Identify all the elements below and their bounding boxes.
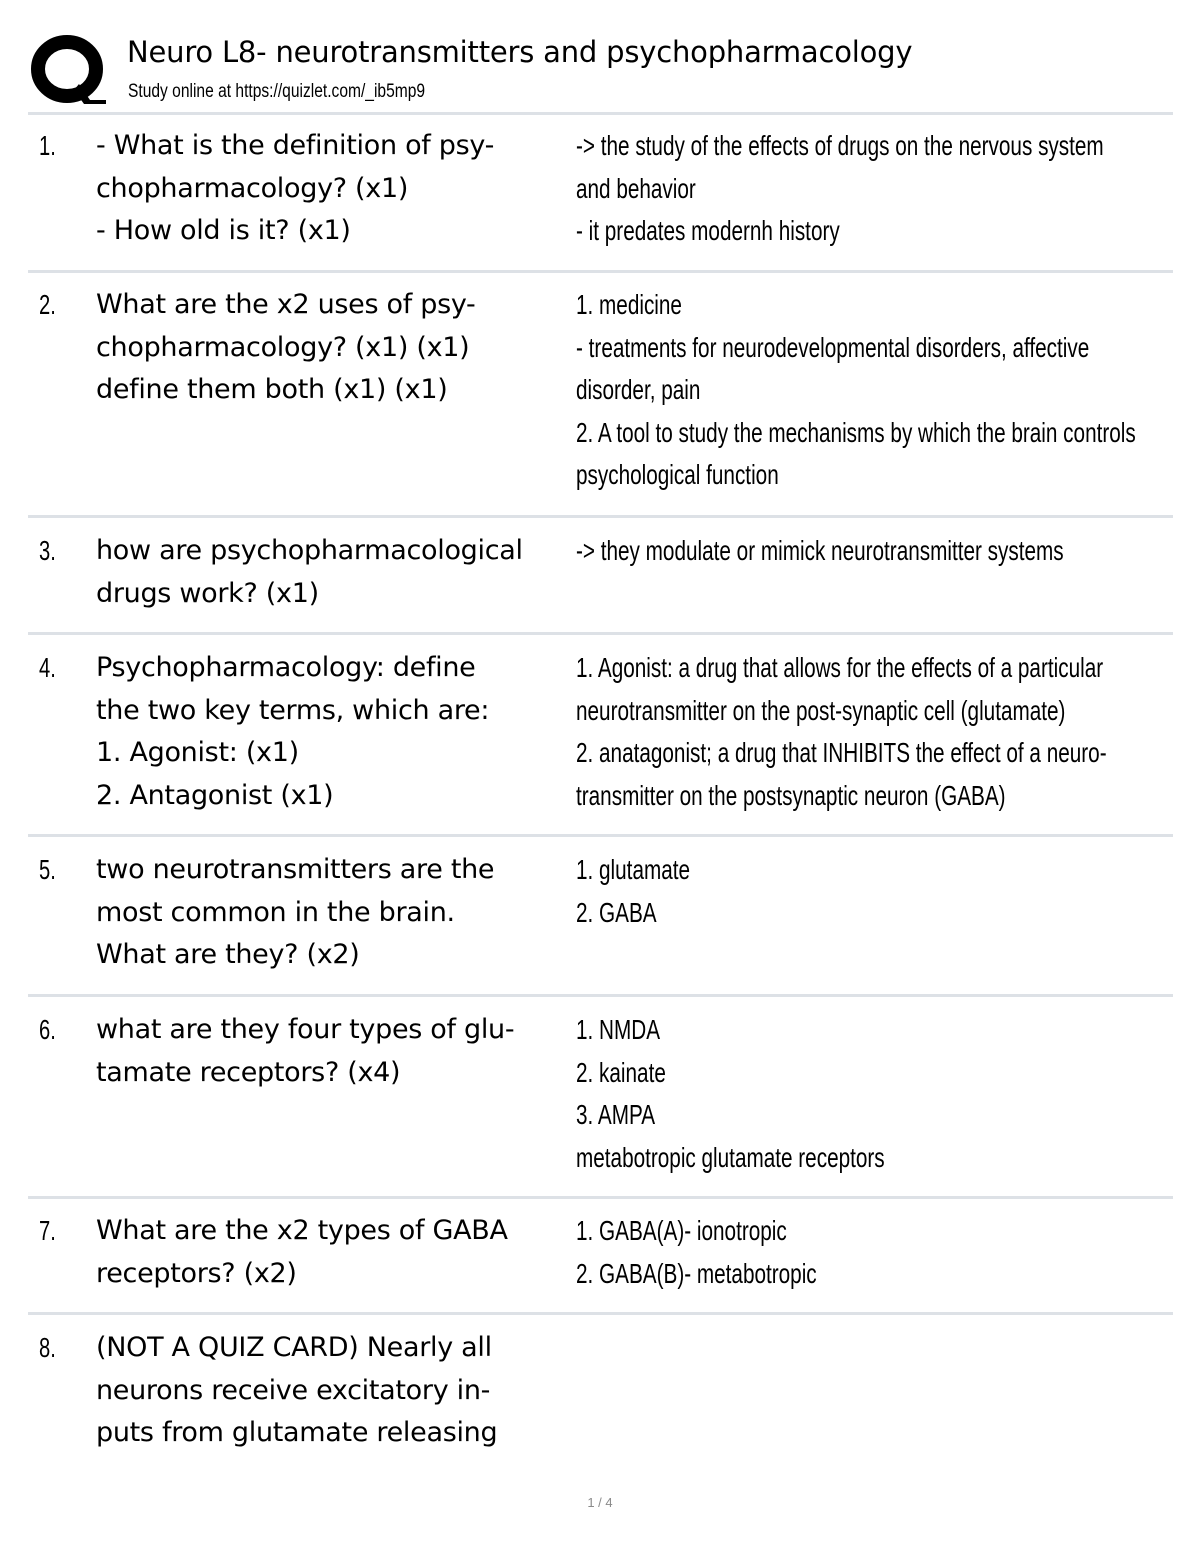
card-term: What are the x2 types of GABA receptors? (x2) bbox=[96, 1215, 508, 1289]
card-divider bbox=[28, 1312, 1173, 1315]
card-divider bbox=[28, 515, 1173, 518]
page-number: 1 / 4 bbox=[587, 1495, 613, 1510]
card-definition: 1. GABA(A)- ionotropic 2. GABA(B)- metabotropic bbox=[576, 1215, 817, 1289]
card-term: - What is the definition of psy- chopharmacology? (x1) - How old is it? (x1) bbox=[96, 130, 495, 246]
card-term: What are the x2 uses of psy- chopharmacology? (x1) (x1) define them both (x1) (x1) bbox=[96, 289, 476, 405]
card-term: how are psychopharmacological drugs work? (x1) bbox=[96, 535, 523, 609]
card-number: 5. bbox=[39, 854, 56, 885]
header-divider bbox=[28, 112, 1173, 115]
study-online-link[interactable]: Study online at https://quizlet.com/_ib5mp9 bbox=[128, 81, 426, 102]
card-term: two neurotransmitters are the most common in the brain. What are they? (x2) bbox=[96, 854, 495, 970]
card-term: Psychopharmacology: define the two key terms, which are: 1. Agonist: (x1) 2. Antagonist (x1) bbox=[96, 652, 490, 811]
card-term: what are they four types of glu- tamate receptors? (x4) bbox=[96, 1014, 515, 1088]
card-number: 7. bbox=[39, 1215, 56, 1246]
card-definition: 1. medicine - treatments for neurodevelopmental disorders, affective disorder, pain 2. A tool to study the mechanisms by which the brain controls psychological function bbox=[576, 289, 1136, 490]
card-divider bbox=[28, 270, 1173, 273]
card-definition: -> the study of the effects of drugs on the nervous system and behavior - it predates modernh history bbox=[576, 130, 1104, 246]
card-number: 8. bbox=[39, 1332, 56, 1363]
card-number: 3. bbox=[39, 535, 56, 566]
card-number: 2. bbox=[39, 289, 56, 320]
card-divider bbox=[28, 1196, 1173, 1199]
card-divider bbox=[28, 994, 1173, 997]
card-definition: 1. Agonist: a drug that allows for the effects of a particular neurotransmitter on the post-synaptic cell (glutamate) 2. anatagonist; a drug that INHIBITS the effect of a neuro- transmitter on the postsynaptic neuron (GABA) bbox=[576, 652, 1107, 811]
card-term: (NOT A QUIZ CARD) Nearly all neurons receive excitatory in- puts from glutamate releasing bbox=[96, 1332, 498, 1448]
card-definition: 1. NMDA 2. kainate 3. AMPA metabotropic glutamate receptors bbox=[576, 1014, 885, 1173]
card-number: 6. bbox=[39, 1014, 56, 1045]
card-divider bbox=[28, 834, 1173, 837]
card-number: 1. bbox=[39, 130, 56, 161]
card-definition: 1. glutamate 2. GABA bbox=[576, 854, 691, 928]
card-divider bbox=[28, 632, 1173, 635]
quizlet-logo-icon bbox=[30, 32, 108, 108]
card-number: 4. bbox=[39, 652, 56, 683]
document-title: Neuro L8- neurotransmitters and psychopharmacology bbox=[127, 35, 913, 69]
card-definition: -> they modulate or mimick neurotransmitter systems bbox=[576, 535, 1064, 566]
